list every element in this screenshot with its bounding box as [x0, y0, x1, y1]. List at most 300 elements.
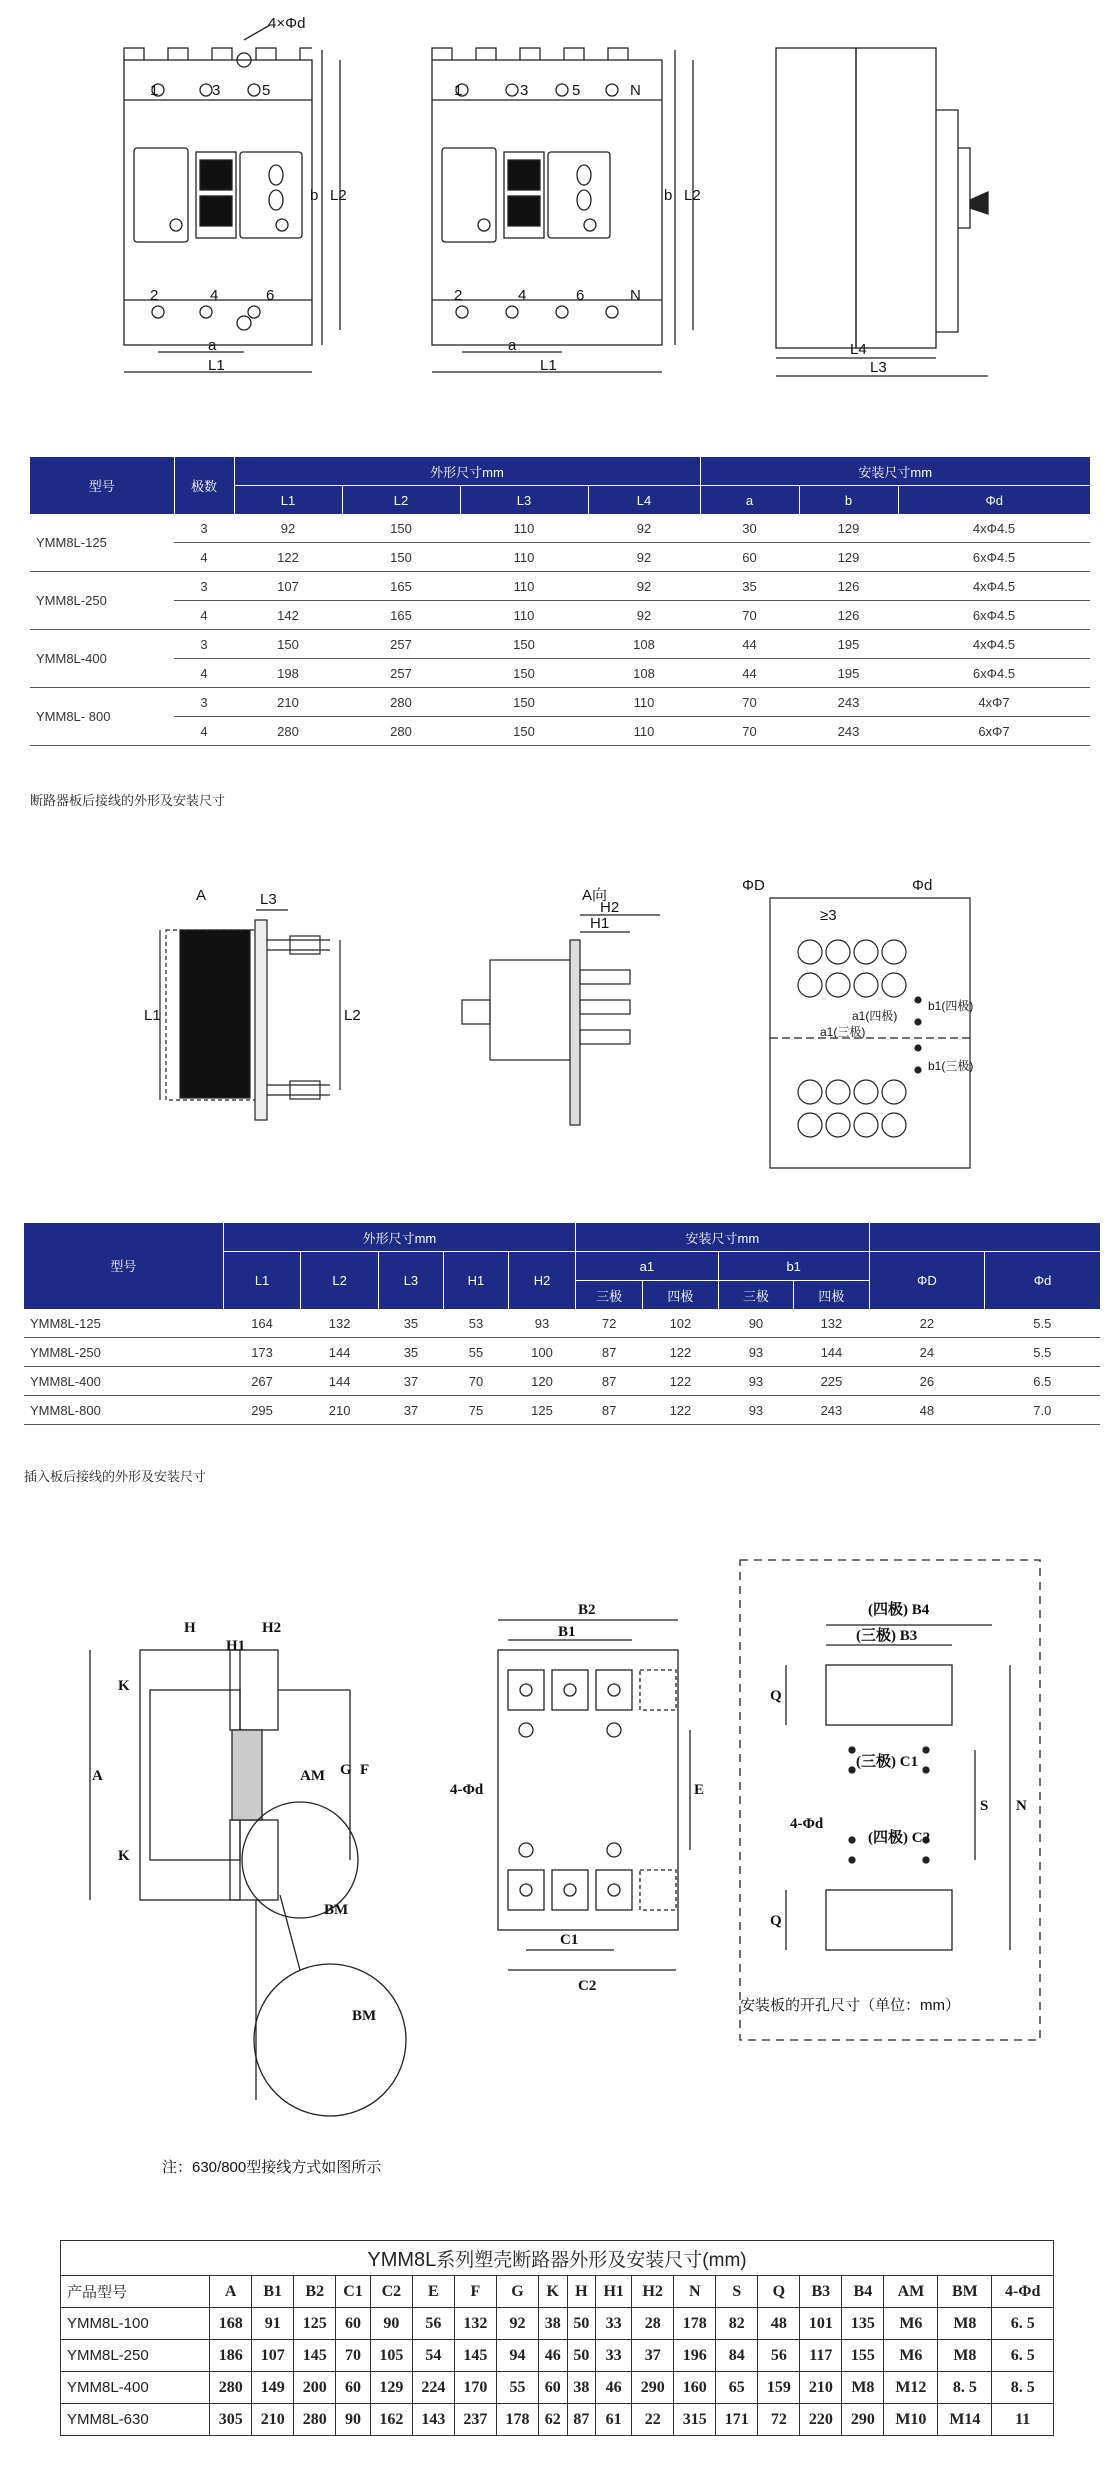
- table-cell: 4xΦ4.5: [898, 630, 1090, 659]
- table-cell: 92: [588, 543, 700, 572]
- fig2-phiD: ΦD: [742, 877, 765, 894]
- col-l1: L1: [234, 486, 342, 515]
- table-cell: 82: [716, 2308, 758, 2340]
- table-cell: 62: [538, 2404, 567, 2436]
- fig2-phid: Φd: [912, 877, 933, 894]
- term-4: 4: [210, 287, 219, 304]
- f3-c1: C1: [560, 1932, 579, 1948]
- table-cell: 225: [794, 1367, 870, 1396]
- dim-a: a: [208, 337, 217, 354]
- dim-l4: L4: [850, 341, 867, 358]
- table-cell: 159: [758, 2372, 800, 2404]
- table-cell: 50: [567, 2308, 596, 2340]
- table-cell: 198: [234, 659, 342, 688]
- table-cell: 53: [443, 1309, 508, 1338]
- table-cell: 132: [794, 1309, 870, 1338]
- term4-4: 4: [518, 287, 527, 304]
- header-cell: Q: [758, 2276, 800, 2308]
- table-row: [61, 2308, 1054, 2340]
- dim-l2: L2: [330, 187, 347, 204]
- f3-k1: K: [118, 1678, 130, 1694]
- table-cell: 35: [378, 1309, 443, 1338]
- header-cell: B4: [842, 2276, 884, 2308]
- table-cell: 6xΦ4.5: [898, 601, 1090, 630]
- table-cell: 56: [758, 2340, 800, 2372]
- table-cell: 33: [596, 2340, 632, 2372]
- header-cell: K: [538, 2276, 567, 2308]
- table-cell: 195: [799, 659, 898, 688]
- table-cell: 6. 5: [992, 2308, 1054, 2340]
- table-cell: 72: [576, 1309, 643, 1338]
- term4-n2: N: [630, 287, 641, 304]
- table-cell: 4xΦ4.5: [898, 514, 1090, 543]
- table-cell: 90: [336, 2404, 371, 2436]
- table-cell: 224: [412, 2372, 454, 2404]
- table-header-row: [61, 2276, 1054, 2308]
- table-cell: 55: [496, 2372, 538, 2404]
- term4-n: N: [630, 82, 641, 99]
- col-b: b: [799, 486, 898, 515]
- header-cell: C1: [336, 2276, 371, 2308]
- t2-h2: H2: [508, 1252, 575, 1310]
- table-cell: 70: [336, 2340, 371, 2372]
- table-cell: 257: [342, 630, 460, 659]
- table-row: [30, 514, 1090, 543]
- table-cell: 92: [234, 514, 342, 543]
- table-cell: 54: [412, 2340, 454, 2372]
- f3-am: AM: [300, 1768, 325, 1784]
- table-cell: M8: [842, 2372, 884, 2404]
- table-row: [30, 543, 1090, 572]
- table-cell: 93: [718, 1396, 794, 1425]
- header-cell: B2: [294, 2276, 336, 2308]
- model-cell: YMM8L-800: [24, 1396, 223, 1425]
- table-cell: 92: [496, 2308, 538, 2340]
- f3-bm: BM: [324, 1902, 349, 1918]
- table-cell: 91: [252, 2308, 294, 2340]
- table-cell: 33: [596, 2308, 632, 2340]
- table-cell: 70: [700, 717, 799, 746]
- t2-l1: L1: [223, 1252, 301, 1310]
- table-cell: 70: [443, 1367, 508, 1396]
- table-cell: M10: [884, 2404, 938, 2436]
- header-cell: G: [496, 2276, 538, 2308]
- table-cell: 110: [588, 688, 700, 717]
- table-cell: 210: [252, 2404, 294, 2436]
- table-cell: 110: [588, 717, 700, 746]
- table-cell: 72: [758, 2404, 800, 2436]
- header-cell: S: [716, 2276, 758, 2308]
- table-cell: 178: [496, 2404, 538, 2436]
- table-row: [30, 601, 1090, 630]
- table-cell: M8: [938, 2308, 992, 2340]
- table-cell: 3: [174, 630, 234, 659]
- model-cell: YMM8L-400: [61, 2372, 210, 2404]
- header-cell: E: [412, 2276, 454, 2308]
- table-cell: 90: [718, 1309, 794, 1338]
- f3-g: G: [340, 1762, 352, 1778]
- table-cell: 315: [674, 2404, 716, 2436]
- table-cell: 243: [794, 1396, 870, 1425]
- table-cell: 84: [716, 2340, 758, 2372]
- col-l3: L3: [460, 486, 588, 515]
- table-cell: 243: [799, 717, 898, 746]
- dim-l1: L1: [208, 357, 225, 374]
- header-cell: H2: [632, 2276, 674, 2308]
- model-cell: YMM8L-400: [30, 630, 174, 688]
- table-cell: 60: [700, 543, 799, 572]
- term4-3: 3: [520, 82, 529, 99]
- f3-hole2: 4-Φd: [790, 1816, 824, 1832]
- table-cell: 117: [800, 2340, 842, 2372]
- col-l2: L2: [342, 486, 460, 515]
- table-cell: 38: [538, 2308, 567, 2340]
- table-cell: 129: [370, 2372, 412, 2404]
- col-phid: Φd: [898, 486, 1090, 515]
- t2-h1: H1: [443, 1252, 508, 1310]
- table-cell: 108: [588, 630, 700, 659]
- dim-b: b: [310, 187, 319, 204]
- model-cell: YMM8L-100: [61, 2308, 210, 2340]
- table-cell: 110: [460, 572, 588, 601]
- fig2-h2: H2: [600, 899, 620, 916]
- dim-b-4p: b: [664, 187, 673, 204]
- table-cell: 22: [869, 1309, 984, 1338]
- table-cell: 4: [174, 717, 234, 746]
- table-cell: 105: [370, 2340, 412, 2372]
- table-cell: M8: [938, 2340, 992, 2372]
- term4-1: 1: [454, 82, 463, 99]
- model-cell: YMM8L-125: [24, 1309, 223, 1338]
- table-cell: 164: [223, 1309, 301, 1338]
- table-cell: 93: [718, 1338, 794, 1367]
- t2-phid: Φd: [985, 1252, 1100, 1310]
- table-cell: 295: [223, 1396, 301, 1425]
- t2-b1-four: 四极: [794, 1281, 870, 1310]
- table-row: [61, 2340, 1054, 2372]
- f3-s: S: [980, 1798, 989, 1814]
- table-cell: 110: [460, 601, 588, 630]
- table-cell: 93: [508, 1309, 575, 1338]
- f3-f: F: [360, 1762, 370, 1778]
- table-cell: M14: [938, 2404, 992, 2436]
- dim-l2-4p: L2: [684, 187, 701, 204]
- f3-c2: C2: [578, 1978, 597, 1994]
- dim-a-4p: a: [508, 337, 517, 354]
- table-cell: 110: [460, 543, 588, 572]
- table-cell: 267: [223, 1367, 301, 1396]
- dimension-table-plugin: [24, 1222, 1100, 1425]
- table-cell: 200: [294, 2372, 336, 2404]
- table-cell: 110: [460, 514, 588, 543]
- table-cell: 126: [799, 601, 898, 630]
- table-cell: 280: [294, 2404, 336, 2436]
- table-cell: 107: [252, 2340, 294, 2372]
- term-3: 3: [212, 82, 221, 99]
- table-row: [24, 1396, 1100, 1425]
- f3-e: E: [694, 1782, 705, 1798]
- f3-h1: H1: [226, 1638, 246, 1654]
- t2-b1-three: 三极: [718, 1281, 794, 1310]
- table-cell: 44: [700, 630, 799, 659]
- f3-b1: B1: [558, 1624, 576, 1640]
- col-a: a: [700, 486, 799, 515]
- table-cell: 4: [174, 659, 234, 688]
- table-cell: 122: [234, 543, 342, 572]
- f3-b3: (三极) B3: [856, 1628, 918, 1644]
- table-cell: 75: [443, 1396, 508, 1425]
- table-cell: 100: [508, 1338, 575, 1367]
- table-cell: 150: [342, 514, 460, 543]
- header-cell: H: [567, 2276, 596, 2308]
- table-cell: 56: [412, 2308, 454, 2340]
- table-cell: 48: [758, 2308, 800, 2340]
- model-cell: YMM8L-250: [61, 2340, 210, 2372]
- table-cell: 280: [234, 717, 342, 746]
- table-cell: 94: [496, 2340, 538, 2372]
- table-cell: 150: [342, 543, 460, 572]
- table-cell: 122: [643, 1396, 719, 1425]
- table-cell: 129: [799, 514, 898, 543]
- model-cell: YMM8L-250: [24, 1338, 223, 1367]
- term-2: 2: [150, 287, 159, 304]
- table-cell: 87: [576, 1367, 643, 1396]
- table-cell: 165: [342, 601, 460, 630]
- table-cell: 186: [210, 2340, 252, 2372]
- t2-col-model: 型号: [24, 1223, 223, 1310]
- model-cell: YMM8L- 800: [30, 688, 174, 746]
- table-cell: 5.5: [985, 1338, 1100, 1367]
- f3-q2: Q: [770, 1913, 782, 1929]
- header-cell: H1: [596, 2276, 632, 2308]
- table-cell: 220: [800, 2404, 842, 2436]
- table-cell: 280: [210, 2372, 252, 2404]
- table-cell: 37: [632, 2340, 674, 2372]
- f3-k2: K: [118, 1848, 130, 1864]
- term-6: 6: [266, 287, 275, 304]
- group-mount: 安装尺寸mm: [700, 457, 1090, 486]
- table-cell: 257: [342, 659, 460, 688]
- table-cell: 90: [370, 2308, 412, 2340]
- dimension-table-series: [60, 2240, 1054, 2436]
- table-cell: 195: [799, 630, 898, 659]
- table-cell: 60: [336, 2372, 371, 2404]
- header-cell: N: [674, 2276, 716, 2308]
- table-cell: 38: [567, 2372, 596, 2404]
- table-cell: 142: [234, 601, 342, 630]
- t2-l2: L2: [301, 1252, 379, 1310]
- fig2-a1three: a1(三极): [820, 1025, 866, 1039]
- table-cell: 150: [460, 717, 588, 746]
- t2-b1: b1: [718, 1252, 869, 1281]
- table-cell: 6xΦ4.5: [898, 543, 1090, 572]
- fig2-a: A: [196, 887, 207, 904]
- table-cell: 61: [596, 2404, 632, 2436]
- table-cell: 65: [716, 2372, 758, 2404]
- table-cell: 8. 5: [992, 2372, 1054, 2404]
- table-cell: 132: [454, 2308, 496, 2340]
- fig2-b1three: b1(三极): [928, 1059, 974, 1073]
- table-cell: 132: [301, 1309, 379, 1338]
- table-cell: 122: [643, 1338, 719, 1367]
- fig2-l1: L1: [144, 1007, 161, 1024]
- header-cell: C2: [370, 2276, 412, 2308]
- table-cell: 155: [842, 2340, 884, 2372]
- table-cell: 108: [588, 659, 700, 688]
- table-cell: 290: [842, 2404, 884, 2436]
- t2-group-outer: 外形尺寸mm: [223, 1223, 575, 1252]
- term4-6: 6: [576, 287, 585, 304]
- fig2-a1four: a1(四极): [852, 1009, 898, 1023]
- table-cell: 3: [174, 572, 234, 601]
- table-row: [30, 630, 1090, 659]
- table-cell: 145: [454, 2340, 496, 2372]
- table-cell: 178: [674, 2308, 716, 2340]
- table-cell: 46: [596, 2372, 632, 2404]
- header-cell: BM: [938, 2276, 992, 2308]
- f3-note: 注：630/800型接线方式如图所示: [162, 2159, 382, 2176]
- table-cell: 60: [336, 2308, 371, 2340]
- table-cell: M6: [884, 2340, 938, 2372]
- table-cell: 6xΦ7: [898, 717, 1090, 746]
- header-cell: F: [454, 2276, 496, 2308]
- table-cell: 3: [174, 514, 234, 543]
- t2-a1-four: 四极: [643, 1281, 719, 1310]
- model-cell: YMM8L-400: [24, 1367, 223, 1396]
- table-cell: 24: [869, 1338, 984, 1367]
- table-row: [24, 1338, 1100, 1367]
- table-row: [30, 717, 1090, 746]
- t2-phiD: ΦD: [869, 1252, 984, 1310]
- term-5: 5: [262, 82, 271, 99]
- dimension-table-rear-wiring: [30, 456, 1090, 746]
- table-cell: 150: [460, 659, 588, 688]
- table-cell: 165: [342, 572, 460, 601]
- fig2-b1four: b1(四极): [928, 999, 974, 1013]
- caption-plugin: 插入板后接线的外形及安装尺寸: [24, 1469, 207, 1484]
- t3-title: [61, 2241, 1054, 2276]
- table-cell: 70: [700, 601, 799, 630]
- t3-title-model: YMM8L: [367, 2248, 437, 2271]
- hole-label: 4×Φd: [268, 15, 306, 32]
- table-cell: 48: [869, 1396, 984, 1425]
- col-model: 型号: [30, 457, 174, 515]
- table-cell: 30: [700, 514, 799, 543]
- table-cell: 11: [992, 2404, 1054, 2436]
- table-cell: M12: [884, 2372, 938, 2404]
- header-cell: 产品型号: [61, 2276, 210, 2308]
- term4-5: 5: [572, 82, 581, 99]
- table-cell: 26: [869, 1367, 984, 1396]
- table-cell: 101: [800, 2308, 842, 2340]
- f3-c2p: (四极) C2: [868, 1830, 931, 1846]
- table-cell: 160: [674, 2372, 716, 2404]
- table-cell: 70: [700, 688, 799, 717]
- table-cell: 170: [454, 2372, 496, 2404]
- table-cell: 144: [301, 1367, 379, 1396]
- f3-hole: 4-Φd: [450, 1782, 484, 1798]
- header-cell: AM: [884, 2276, 938, 2308]
- table-cell: 145: [294, 2340, 336, 2372]
- group-outer: 外形尺寸mm: [234, 457, 700, 486]
- table-cell: 305: [210, 2404, 252, 2436]
- table-cell: 6.5: [985, 1367, 1100, 1396]
- table-cell: 125: [294, 2308, 336, 2340]
- table-cell: 150: [460, 688, 588, 717]
- table-cell: 55: [443, 1338, 508, 1367]
- table-cell: 37: [378, 1396, 443, 1425]
- t2-a1-three: 三极: [576, 1281, 643, 1310]
- table-cell: 171: [716, 2404, 758, 2436]
- model-cell: YMM8L-630: [61, 2404, 210, 2436]
- table-cell: 87: [567, 2404, 596, 2436]
- fig2-view: A向: [582, 887, 608, 904]
- header-cell: 4-Φd: [992, 2276, 1054, 2308]
- f3-b4: (四极) B4: [868, 1602, 930, 1618]
- table-cell: 144: [301, 1338, 379, 1367]
- header-cell: A: [210, 2276, 252, 2308]
- table-cell: 87: [576, 1396, 643, 1425]
- table-cell: 143: [412, 2404, 454, 2436]
- table-cell: 92: [588, 572, 700, 601]
- figure-front-wiring: [0, 1540, 1120, 2180]
- table-cell: 237: [454, 2404, 496, 2436]
- table-cell: 3: [174, 688, 234, 717]
- table-row: [24, 1367, 1100, 1396]
- table-cell: 44: [700, 659, 799, 688]
- header-cell: B3: [800, 2276, 842, 2308]
- table-cell: 22: [632, 2404, 674, 2436]
- table-cell: 290: [632, 2372, 674, 2404]
- table-cell: 126: [799, 572, 898, 601]
- t2-group-mount: 安装尺寸mm: [576, 1223, 870, 1252]
- table-cell: 50: [567, 2340, 596, 2372]
- table-cell: 173: [223, 1338, 301, 1367]
- f3-panel-caption: 安装板的开孔尺寸（单位：mm）: [740, 1997, 960, 2014]
- t2-a1: a1: [576, 1252, 719, 1281]
- f3-c1p: (三极) C1: [856, 1754, 919, 1770]
- table-row: [24, 1309, 1100, 1338]
- dim-l3: L3: [870, 359, 887, 376]
- table-cell: 168: [210, 2308, 252, 2340]
- table-cell: 120: [508, 1367, 575, 1396]
- table-cell: 4: [174, 601, 234, 630]
- table-cell: 162: [370, 2404, 412, 2436]
- f3-h: H: [184, 1620, 196, 1636]
- table-row: [30, 659, 1090, 688]
- table-cell: 92: [588, 601, 700, 630]
- f3-a: A: [92, 1768, 103, 1784]
- table-cell: 93: [718, 1367, 794, 1396]
- table-cell: 60: [538, 2372, 567, 2404]
- table-cell: 107: [234, 572, 342, 601]
- t2-blank: [869, 1223, 1100, 1252]
- f3-h2: H2: [262, 1620, 282, 1636]
- table-cell: M6: [884, 2308, 938, 2340]
- table-cell: 6xΦ4.5: [898, 659, 1090, 688]
- term4-2: 2: [454, 287, 463, 304]
- col-l4: L4: [588, 486, 700, 515]
- table-cell: 7.0: [985, 1396, 1100, 1425]
- f3-bm2: BM: [352, 2008, 377, 2024]
- table-cell: 280: [342, 688, 460, 717]
- t3-title-rest: 系列塑壳断路器外形及安装尺寸(mm): [436, 2249, 747, 2271]
- table-cell: 210: [800, 2372, 842, 2404]
- table-cell: 243: [799, 688, 898, 717]
- table-cell: 8. 5: [938, 2372, 992, 2404]
- table-cell: 210: [301, 1396, 379, 1425]
- table-cell: 122: [643, 1367, 719, 1396]
